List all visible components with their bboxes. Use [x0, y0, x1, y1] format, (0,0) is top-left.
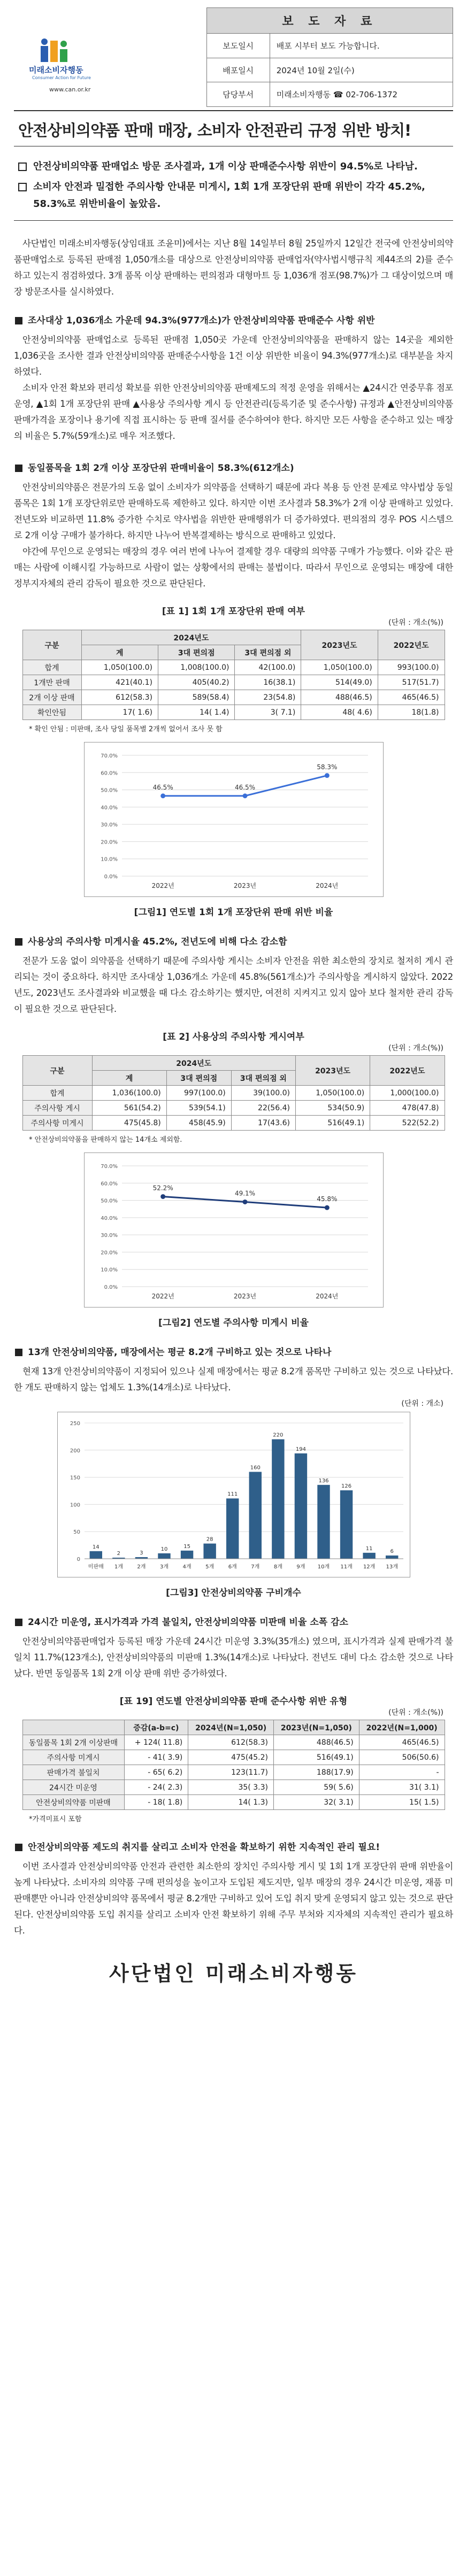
figure-caption: [그림1] 연도별 1회 1개 포장단위 판매 위반 비율: [134, 907, 333, 918]
x-tick-label: 3개: [159, 1564, 169, 1570]
table-unit: (단위 : 개소(%)): [388, 1044, 443, 1053]
x-tick-label: 6개: [228, 1564, 237, 1570]
y-tick-label: 0.0%: [104, 1285, 118, 1290]
bullet-square-icon: [15, 938, 22, 946]
bar: [340, 1490, 352, 1559]
table-header: 2022년(N=1,000): [359, 1720, 445, 1735]
data-point: [324, 1205, 329, 1210]
checkbox-icon: [18, 163, 27, 171]
bar: [272, 1439, 284, 1559]
data-label: 126: [341, 1483, 351, 1489]
chart-2: [84, 1152, 384, 1308]
data-label: 3: [139, 1550, 143, 1556]
data-label: 28: [206, 1536, 213, 1543]
data-label: 46.5%: [234, 783, 255, 791]
table-header: 계: [92, 1071, 166, 1086]
y-tick-label: 250: [70, 1421, 80, 1427]
section-heading: 사용상의 주의사항 미게시율 45.2%, 전년도에 비해 다소 감소함: [14, 934, 453, 950]
y-tick-label: 200: [70, 1448, 80, 1454]
table-row: 합계 1,036(100.0) 997(100.0) 39(100.0) 1,050(100.0) 1,000(100.0): [22, 1086, 445, 1101]
data-point: [242, 793, 247, 798]
table-header: 구분: [22, 630, 81, 660]
bar: [180, 1551, 193, 1559]
table-title: [표 1] 1회 1개 포장단위 판매 여부: [162, 606, 305, 617]
x-tick-label: 4개: [182, 1564, 192, 1570]
section-heading: 동일품목을 1회 2개 이상 포장단위 판매비율이 58.3%(612개소): [14, 460, 453, 476]
y-tick-label: 60.0%: [100, 770, 118, 777]
packaging-table: [22, 630, 445, 720]
chart-unit: (단위 : 개소): [401, 1399, 443, 1408]
table-header: 증감(a-b=c): [124, 1720, 188, 1735]
logo-url: www.can.or.kr: [49, 86, 91, 93]
summary-item: 안전상비의약품 판매업소 방문 조사결과, 1개 이상 판매준수사항 위반이 94.5%로 나타남.: [18, 158, 449, 175]
checkbox-icon: [18, 183, 27, 191]
table-unit: (단위 : 개소(%)): [388, 618, 443, 627]
y-tick-label: 10.0%: [100, 1267, 118, 1273]
bullet-square-icon: [15, 1619, 22, 1626]
y-tick-label: 30.0%: [100, 822, 118, 829]
intro-paragraph: 사단법인 미래소비자행동(상임대표 조윤미)에서는 지난 8월 14일부터 8월 25일까지 12일간 전국에 안전상비의약품판매업소로 등록된 판매점 1,050개소를 대상으로 안전상비의약품 판매업자(약사법시행규칙 제44조의 2)를 준수하고 있는지 점검하였다. 3개 품목 이상 판매하는 편의점과 대형마트 등 1,036개 점포(98.7%)가 그 대상이었으며 매장 방문조사를 실시하였다.: [14, 238, 453, 297]
bar: [294, 1453, 307, 1559]
table-note: * 확인 안됨 : 미판매, 조사 당일 품목별 2개씩 없어서 조사 못 함: [29, 725, 223, 733]
table-row: 1개만 판매 421(40.1) 405(40.2) 16(38.1) 514(49.0) 517(51.7): [22, 675, 445, 690]
bullet-square-icon: [15, 317, 22, 324]
section-heading: 조사대상 1,036개소 가운데 94.3%(977개소)가 안전상비의약품 판매준수 사항 위반: [14, 313, 453, 329]
data-label: 220: [272, 1432, 283, 1438]
x-tick-label: 2022년: [151, 1293, 174, 1300]
data-label: 11: [365, 1545, 373, 1552]
data-label: 136: [318, 1477, 329, 1484]
y-tick-label: 10.0%: [100, 856, 118, 863]
bullet-square-icon: [15, 1844, 22, 1851]
x-tick-label: 10개: [317, 1564, 330, 1570]
notice-table: [22, 1055, 445, 1131]
y-tick-label: 30.0%: [100, 1233, 118, 1239]
table-header: 2022년도: [378, 630, 445, 660]
data-point: [160, 793, 165, 798]
data-label: 6: [390, 1548, 394, 1554]
data-label: 194: [295, 1446, 306, 1452]
y-tick-label: 50.0%: [100, 1198, 118, 1204]
data-label: 111: [227, 1491, 238, 1498]
data-label: 49.1%: [234, 1189, 255, 1197]
y-tick-label: 20.0%: [100, 1250, 118, 1256]
info-key: 배포일시: [206, 58, 270, 82]
x-tick-label: 11개: [340, 1564, 353, 1570]
data-label: 14: [92, 1544, 99, 1550]
data-label: 2: [117, 1550, 120, 1557]
info-value: 배포 시부터 보도 가능합니다.: [270, 34, 453, 58]
y-tick-label: 0.0%: [104, 874, 118, 880]
x-tick-label: 8개: [273, 1564, 282, 1570]
info-value: 2024년 10월 2일(수): [270, 58, 453, 82]
table-row: 안전상비의약품 미판매 - 18( 1.8) 14( 1.3) 32( 3.1) 15( 1.5): [22, 1795, 445, 1810]
paragraph: 야간에 무인으로 운영되는 매장의 경우 여러 번에 나누어 결제할 경우 대량의 의약품 구매가 가능했다. 이와 같은 판매는 사람에 이해시킬 가능하므로 사람이 없는 상황에서의 판매는 불법이다. 따라서 무인으로 운영되는 매장에 대한 정부지자체의 관리 감독이 필요한 것으로 판단된다.: [14, 546, 453, 589]
table-header: 2023년도: [295, 1056, 370, 1086]
bullet-square-icon: [15, 465, 22, 472]
y-tick-label: 60.0%: [100, 1181, 118, 1187]
section-heading: 24시간 미운영, 표시가격과 가격 불일치, 안전상비의약품 미판매 비율 소폭 감소: [14, 1614, 453, 1630]
table-header: 3대 편의점 외: [231, 1071, 295, 1086]
table-row: 24시간 미운영 - 24( 2.3) 35( 3.3) 59( 5.6) 31( 3.1): [22, 1780, 445, 1795]
table-header: 3대 편의점 외: [235, 645, 301, 660]
x-tick-label: 2024년: [315, 882, 338, 889]
table-row: 판매가격 불일치 - 65( 6.2) 123(11.7) 188(17.9) -: [22, 1765, 445, 1780]
chart-1-svg: [85, 742, 384, 898]
section-heading: 안전상비의약품 제도의 취지를 살리고 소비자 안전을 확보하기 위한 지속적인 관리 필요!: [14, 1839, 453, 1855]
y-tick-label: 40.0%: [100, 1215, 118, 1221]
y-tick-label: 0: [76, 1557, 80, 1562]
x-tick-label: 2022년: [151, 882, 174, 889]
table-row: 2개 이상 판매 612(58.3) 589(58.4) 23(54.8) 488(46.5) 465(46.5): [22, 690, 445, 705]
x-tick-label: 2024년: [315, 1293, 338, 1300]
data-label: 15: [183, 1543, 190, 1550]
figure-caption: [그림2] 연도별 주의사항 미게시 비율: [158, 1318, 309, 1328]
data-label: 45.8%: [316, 1195, 337, 1203]
x-tick-label: 13개: [386, 1564, 398, 1570]
paragraph: 현재 13개 안전상비의약품이 지정되어 있으나 실제 매장에서는 평균 8.2개 품목만 구비하고 있는 것으로 나타났다. 한 개도 판매하지 않는 업체도 1.3%(14개소)로 나타났다.: [14, 1366, 453, 1393]
paragraph: 이번 조사결과 안전상비의약품 안전과 관련한 최소한의 장치인 주의사항 게시 및 1회 1개 포장단위 판매 위반율이 높게 나타났다. 소비자의 의약품 구매 편의성을 높이고자 도입된 제도지만, 일부 매장의 경우 24시간 미운영, 재품 미판매뿐만 아니라 안전상비의약 품목에서 평균 8.2개만 구비하고 있어 도입 취지 맞게 운영되지 않고 있는 것으로 판단된다. 안전상비의약품 도입 취지를 살리고 소비자 안전 확보하기 위해 주무 부처와 지자체의 지속적인 관리가 필요하다.: [14, 1861, 453, 1936]
y-tick-label: 70.0%: [100, 753, 118, 759]
table-note: * 안전상비의약품을 판매하지 않는 14개소 제외함.: [29, 1136, 182, 1144]
y-tick-label: 150: [70, 1475, 80, 1481]
paragraph: 전문가 도움 없이 의약품을 선택하기 때문에 주의사항 게시는 소비자 안전을 위한 최소한의 장치로 철저히 게시 관리되는 것이 중요하다. 하지만 조사대상 1,036개소 가운데 45.8%(561개소)가 주의사항을 게시하지 않았다. 2022년도, 2023년도 조사결과와 비교했을 때 다소 감소하기는 했지만, 여전히 지켜지고 있지 않아 보다 철저한 관리 감독이 필요한 것으로 판단된다.: [14, 956, 453, 1014]
logo-subtitle: Consumer Action for Future: [32, 75, 91, 80]
chart-2-svg: [85, 1153, 384, 1308]
data-point: [160, 1194, 165, 1199]
data-point: [324, 773, 329, 778]
figure-caption: [그림3] 안전상비의약품 구비개수: [166, 1588, 301, 1598]
bar: [89, 1551, 102, 1559]
y-tick-label: 40.0%: [100, 804, 118, 811]
paragraph: 안전상비의약품은 전문가의 도움 없이 소비자가 의약품을 선택하기 때문에 과다 복용 등 안전 문제로 약사법상 동일품목은 1회 1개 포장단위로만 판매하도록 제한하고 있다. 하지만 이번 조사결과 58.3%가 2개 이상 판매하고 있었다. 전년도와 비교하면 11.8% 증가한 수치로 약사법을 위반한 판매행위가 더 증가하였다. 편의점의 경우 POS 시스템으로 2개 이상 구매가 불가하다. 하지만 나누어 반복결제하는 방식으로 판매하고 있었다.: [14, 482, 453, 540]
info-value: 미래소비자행동 ☎ 02-706-1372: [270, 82, 453, 107]
header: [14, 0, 453, 107]
logo-mark-icon: [37, 35, 75, 63]
table-header: 구분: [22, 1056, 92, 1086]
footer-organization: 사단법인 미래소비자행동: [109, 1962, 358, 1985]
table-row: 확인안됨 17( 1.6) 14( 1.4) 3( 7.1) 48( 4.6) 18(1.8): [22, 705, 445, 720]
table-header: 2024년(N=1,050): [188, 1720, 274, 1735]
bar: [317, 1485, 330, 1559]
info-key: 보도일시: [206, 34, 270, 58]
table-row: 합계 1,050(100.0) 1,008(100.0) 42(100.0) 1,050(100.0) 993(100.0): [22, 660, 445, 675]
bullet-square-icon: [15, 1349, 22, 1356]
logo-text: 미래소비자행동: [29, 65, 83, 75]
paragraph: 안전상비의약품 판매업소로 등록된 판매점 1,050곳 가운데 안전상비의약품을 판매하지 않는 14곳을 제외한 1,036곳을 조사한 결과 안전상비의약품 판매준수사항을 1건 이상 위반한 비율이 94.3%(977개소)로 대부분을 차지하였다.: [14, 335, 453, 377]
x-tick-label: 미판매: [88, 1564, 104, 1570]
paragraph: 안전상비의약품판매업자 등록된 매장 가운데 24시간 미운영 3.3%(35개소) 였으며, 표시가격과 실제 판매가격 불일치 11.7%(123개소), 안전상비의약품의 미판매 1.3%(14개소)로 나타났다. 전년도 대비 다소 감소한 것으로 나타났다. 반면 동일품목 1회 2개 이상 판매 위반 증가하였다.: [14, 1636, 453, 1678]
paragraph: 소비자 안전 확보와 편리성 확보를 위한 안전상비의약품 판매제도의 적정 운영을 위해서는 ▲24시간 연중무휴 점포운영, ▲1회 1개 포장단위 판매 ▲사용상 주의사항 게시 등 안전관리(등록기준 및 준수사항) 규정과 ▲안전상비의약품 판매가격을 포장이나 용기에 직접 표시하는 등 판매 질서를 준수하여야 한다. 하지만 모든 사항을 준수하고 있는 매장의 비율은 5.7%(59개소)로 매우 저조했다.: [14, 383, 453, 441]
table-row: 주의사항 게시 561(54.2) 539(54.1) 22(56.4) 534(50.9) 478(47.8): [22, 1101, 445, 1116]
data-label: 46.5%: [152, 783, 173, 791]
table-header: 2024년도: [92, 1056, 295, 1071]
table-header: 3대 편의점: [166, 1071, 231, 1086]
table-header: 2024년도: [81, 630, 301, 645]
main-title: 안전상비의약품 판매 매장, 소비자 안전관리 규정 위반 방치!: [14, 110, 453, 146]
bar: [203, 1544, 216, 1559]
table-header: 계: [81, 645, 158, 660]
x-tick-label: 2023년: [233, 882, 256, 889]
logo: [14, 7, 126, 107]
y-tick-label: 70.0%: [100, 1164, 118, 1170]
data-point: [242, 1200, 247, 1204]
x-tick-label: 9개: [296, 1564, 305, 1570]
data-label: 160: [250, 1465, 261, 1471]
bar: [386, 1556, 398, 1559]
y-tick-label: 100: [70, 1502, 80, 1509]
info-key: 담당부서: [206, 82, 270, 107]
table-title: [표 2] 사용상의 주의사항 게시여부: [163, 1032, 304, 1042]
x-tick-label: 12개: [363, 1564, 375, 1570]
bar: [158, 1553, 170, 1559]
x-tick-label: 2개: [136, 1564, 146, 1570]
data-label: 10: [160, 1546, 167, 1552]
y-tick-label: 50: [73, 1529, 80, 1536]
press-release-label: 보 도 자 료: [206, 8, 453, 34]
table-header: [22, 1720, 124, 1735]
chart-3-svg: [58, 1412, 411, 1578]
data-label: 52.2%: [152, 1184, 173, 1192]
table-title: [표 19] 연도별 안전상비의약품 판매 준수사항 위반 유형: [119, 1696, 348, 1707]
x-tick-label: 2023년: [233, 1293, 256, 1300]
chart-1: [84, 742, 384, 897]
x-tick-label: 7개: [250, 1564, 259, 1570]
summary-box: [14, 152, 453, 221]
table-header: 2022년도: [370, 1056, 445, 1086]
table-unit: (단위 : 개소(%)): [388, 1708, 443, 1717]
x-tick-label: 1개: [114, 1564, 123, 1570]
y-tick-label: 20.0%: [100, 839, 118, 846]
bar: [249, 1472, 261, 1559]
x-tick-label: 5개: [205, 1564, 214, 1570]
summary-item: 소비자 안전과 밀접한 주의사항 안내문 미게시, 1회 1개 포장단위 판매 위반이 각각 45.2%, 58.3%로 위반비율이 높았음.: [18, 179, 449, 213]
chart-3: [57, 1412, 410, 1577]
table-note: *가격미표시 포함: [29, 1815, 82, 1823]
press-info-table: [206, 7, 453, 107]
table-header: 3대 편의점: [158, 645, 234, 660]
y-tick-label: 50.0%: [100, 787, 118, 794]
table-row: 주의사항 미게시 - 41( 3.9) 475(45.2) 516(49.1) 506(50.6): [22, 1750, 445, 1765]
bar: [226, 1498, 239, 1559]
table-row: 주의사항 미게시 475(45.8) 458(45.9) 17(43.6) 516(49.1) 522(52.2): [22, 1116, 445, 1131]
section-heading: 13개 안전상비의약품, 매장에서는 평균 8.2개 구비하고 있는 것으로 나타나: [14, 1344, 453, 1360]
table-header: 2023년도: [301, 630, 378, 660]
table-row: 동일품목 1회 2개 이상판매 + 124( 11.8) 612(58.3) 488(46.5) 465(46.5): [22, 1735, 445, 1750]
data-label: 58.3%: [316, 763, 337, 771]
violation-type-table: [22, 1720, 445, 1810]
table-header: 2023년(N=1,050): [273, 1720, 359, 1735]
bar: [363, 1553, 375, 1559]
